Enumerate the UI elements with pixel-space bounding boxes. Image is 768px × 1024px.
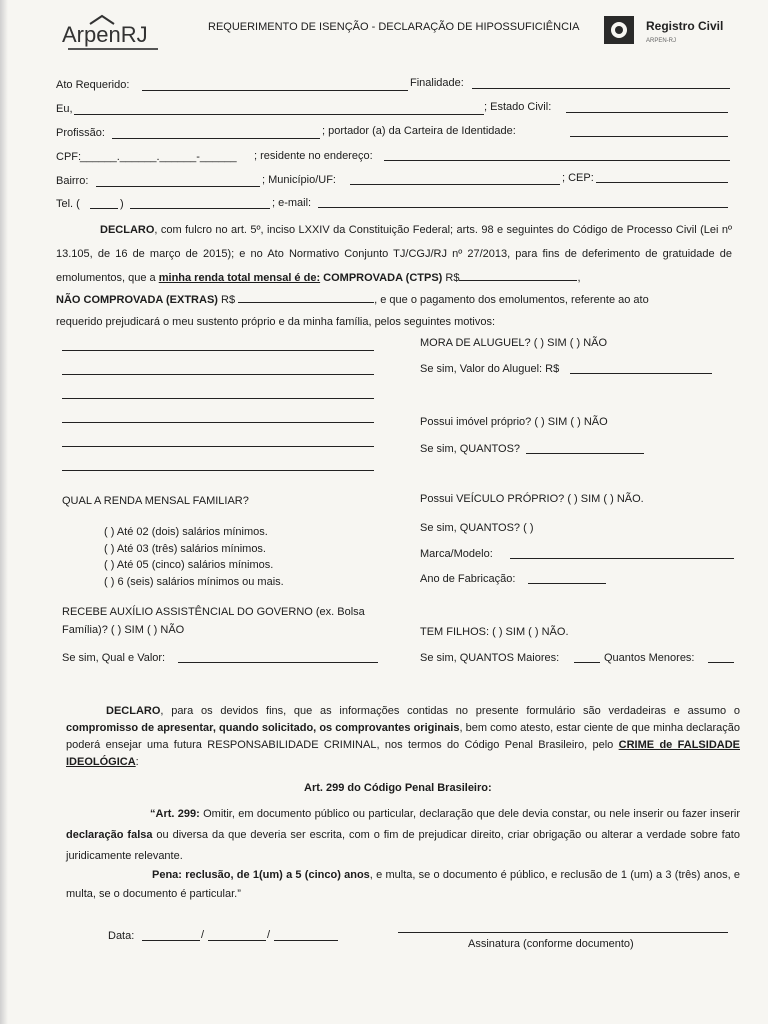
compromisso-text: compromisso de apresentar, quando solicitado, os comprovantes originais bbox=[66, 722, 460, 734]
renda-option-2[interactable]: ( ) Até 03 (três) salários mínimos. bbox=[104, 543, 266, 555]
declaration-1-text3: requerido prejudicará o meu sustento próprio e da minha família, pelos seguintes motivos: bbox=[56, 316, 496, 328]
declaration-2-text2: , bem como atesto, estar ciente de que minha declaração poderá ensejar uma futura RESPONSABILIDADE CRIMINAL, nos termos do Código Penal Brasileiro, pelo bbox=[66, 722, 740, 751]
valor-aluguel-label: Se sim, Valor do Aluguel: R$ bbox=[420, 363, 560, 375]
nao-comprovada-label: NÃO COMPROVADA (EXTRAS) bbox=[56, 294, 218, 306]
tel-field[interactable] bbox=[130, 208, 270, 209]
profissao-field[interactable] bbox=[112, 138, 320, 139]
name-field[interactable] bbox=[74, 114, 484, 115]
maiores-field[interactable] bbox=[574, 662, 600, 663]
art299-quote bbox=[66, 804, 740, 867]
logo-right-sub: ARPEN-RJ bbox=[646, 38, 677, 44]
ddd-field[interactable] bbox=[90, 208, 118, 209]
declaration-2-text1: , para os devidos fins, que as informações contidas no presente formulário são verdadeiras e assumo o bbox=[160, 705, 740, 717]
renda-familiar-title: QUAL A RENDA MENSAL FAMILIAR? bbox=[62, 495, 249, 507]
veiculo-question[interactable]: Possui VEÍCULO PRÓPRIO? ( ) SIM ( ) NÃO. bbox=[420, 493, 644, 505]
comprovada-label: COMPROVADA (CTPS) bbox=[320, 272, 443, 284]
tel-close: ) bbox=[120, 198, 124, 210]
email-field[interactable] bbox=[318, 207, 728, 208]
aluguel-question[interactable]: MORA DE ALUGUEL? ( ) SIM ( ) NÃO bbox=[420, 337, 608, 349]
page-title: REQUERIMENTO DE ISENÇÃO - DECLARAÇÃO DE HIPOSSUFICIÊNCIA bbox=[208, 21, 580, 33]
auxilio-line-2[interactable]: Família)? ( ) SIM ( ) NÃO bbox=[62, 624, 185, 636]
date-slash-2: / bbox=[267, 929, 271, 941]
registro-civil-logo bbox=[604, 14, 734, 48]
menores-label: Quantos Menores: bbox=[604, 652, 695, 664]
municipio-field[interactable] bbox=[350, 184, 560, 185]
date-slash-1: / bbox=[201, 929, 205, 941]
logo-text: ArpenRJ bbox=[62, 22, 148, 47]
art299-quote-b: ou diversa da que deveria ser escrita, com o fim de prejudicar direito, criar obrigação ou alterar a verdade sobre fato juridicamente relevante. bbox=[66, 829, 740, 862]
imovel-question[interactable]: Possui imóvel próprio? ( ) SIM ( ) NÃO bbox=[420, 416, 608, 428]
pena-bold: reclusão, de 1(um) a 5 (cinco) anos bbox=[181, 869, 370, 881]
maiores-label: Se sim, QUANTOS Maiores: bbox=[420, 652, 560, 664]
motivo-line-5[interactable] bbox=[62, 446, 374, 447]
renda-option-1[interactable]: ( ) Até 02 (dois) salários mínimos. bbox=[104, 526, 268, 538]
signature-label: Assinatura (conforme documento) bbox=[468, 938, 634, 950]
finalidade-label: Finalidade: bbox=[410, 77, 464, 89]
data-label: Data: bbox=[108, 930, 135, 942]
cpf-label: CPF: bbox=[56, 151, 82, 163]
motivo-line-1[interactable] bbox=[62, 350, 374, 351]
declaration-1-text2: , e que o pagamento dos emolumentos, referente ao ato bbox=[374, 294, 649, 306]
endereco-field[interactable] bbox=[384, 160, 730, 161]
arpen-logo bbox=[62, 14, 172, 54]
finalidade-field[interactable] bbox=[472, 88, 730, 89]
registro-civil-logo-icon bbox=[604, 14, 734, 48]
filhos-question[interactable]: TEM FILHOS: ( ) SIM ( ) NÃO. bbox=[420, 626, 569, 638]
renda-option-4[interactable]: ( ) 6 (seis) salários mínimos ou mais. bbox=[104, 576, 284, 588]
municipio-label: ; Município/UF: bbox=[262, 174, 336, 186]
signature-field[interactable] bbox=[398, 932, 728, 933]
art299-quote-a: Omitir, em documento público ou particular, declaração que dele devia constar, ou nele inserir ou fazer inserir bbox=[199, 808, 740, 820]
portador-label: ; portador (a) da Carteira de Identidade: bbox=[322, 125, 516, 137]
residente-label: ; residente no endereço: bbox=[254, 150, 373, 162]
estado-civil-field[interactable] bbox=[566, 112, 728, 113]
currency-1: R$ bbox=[442, 272, 460, 284]
bairro-label: Bairro: bbox=[56, 175, 89, 187]
marca-label: Marca/Modelo: bbox=[420, 548, 493, 560]
quantos-imoveis-field[interactable] bbox=[526, 453, 644, 454]
ano-field[interactable] bbox=[528, 583, 606, 584]
crime-text: CRIME de FALSIDADE IDEOLÓGICA bbox=[66, 739, 740, 768]
motivo-line-4[interactable] bbox=[62, 422, 374, 423]
declaracao-falsa: declaração falsa bbox=[66, 829, 153, 841]
quantos-veiculos-label[interactable]: Se sim, QUANTOS? ( ) bbox=[420, 522, 534, 534]
marca-field[interactable] bbox=[510, 558, 734, 559]
identidade-field[interactable] bbox=[570, 136, 728, 137]
renda-nao-comprovada-field[interactable] bbox=[238, 292, 374, 303]
motivo-line-3[interactable] bbox=[62, 398, 374, 399]
declaro-2: DECLARO bbox=[106, 705, 161, 717]
bairro-field[interactable] bbox=[96, 186, 260, 187]
data-month-field[interactable] bbox=[208, 940, 266, 941]
motivo-line-6[interactable] bbox=[62, 470, 374, 471]
renda-option-3[interactable]: ( ) Até 05 (cinco) salários mínimos. bbox=[104, 559, 274, 571]
renda-comprovada-field[interactable] bbox=[459, 270, 577, 281]
pena-text: , e multa, se o documento é público, e reclusão de 1 (um) a 3 (três) anos, e multa, se o documento é particular.” bbox=[66, 869, 740, 900]
eu-label: Eu, bbox=[56, 103, 73, 115]
declaration-1-text: , com fulcro no art. 5º, inciso LXXIV da Constituição Federal; arts. 98 e seguintes do Código de Processo Civil (Lei nº 13.105, de 16 de março de 2015); e no Ato Normativo Conjunto TJ/CGJ/RJ nº 27/2013, para fins de deferimento de gratuidade de emolumentos, que a bbox=[56, 224, 732, 284]
motivo-line-2[interactable] bbox=[62, 374, 374, 375]
declaration-2 bbox=[66, 703, 740, 771]
renda-total: minha renda total mensal é de: bbox=[158, 272, 321, 284]
cpf-field[interactable]: ______.______.______-______ bbox=[80, 151, 237, 163]
pena-label: Pena: bbox=[152, 869, 182, 881]
ato-field[interactable] bbox=[142, 90, 408, 91]
tel-label: Tel. ( bbox=[56, 198, 80, 210]
currency-2: R$ bbox=[217, 294, 236, 306]
art299-label: “Art. 299: bbox=[150, 808, 200, 820]
arpen-logo-icon bbox=[62, 14, 172, 54]
nao-comprovada-row bbox=[56, 292, 649, 307]
auxilio-line-1: RECEBE AUXÍLIO ASSISTÊNCIAL DO GOVERNO (ex. Bolsa bbox=[62, 606, 365, 618]
scan-edge bbox=[0, 0, 8, 1024]
qual-valor-label: Se sim, Qual e Valor: bbox=[62, 652, 166, 664]
estado-civil-label: ; Estado Civil: bbox=[484, 101, 552, 113]
ato-label: Ato Requerido: bbox=[56, 79, 130, 91]
art299-heading: Art. 299 do Código Penal Brasileiro: bbox=[304, 782, 492, 794]
declaration-1: DECLARO, com fulcro no art. 5º, inciso LXXIV da Constituição Federal; arts. 98 e seguintes do Código de Processo Civil (Lei nº 13.105, de 16 de março de 2015); e no Ato Normativo Conjunto TJ/CGJ/RJ nº 27/2013, para fins de deferimento de gratuidade de emolumentos, que a minha renda total mensal é de: COMPROVADA (CTPS) R$ , bbox=[56, 224, 732, 284]
pena-paragraph bbox=[66, 866, 740, 904]
cep-label: ; CEP: bbox=[562, 172, 594, 184]
data-year-field[interactable] bbox=[274, 940, 338, 941]
ano-label: Ano de Fabricação: bbox=[420, 573, 516, 585]
declaration-2-colon: : bbox=[135, 756, 139, 768]
valor-aluguel-field[interactable] bbox=[570, 373, 712, 374]
quantos-imoveis-label: Se sim, QUANTOS? bbox=[420, 443, 521, 455]
email-label: ; e-mail: bbox=[272, 197, 312, 209]
data-day-field[interactable] bbox=[142, 940, 200, 941]
cep-field[interactable] bbox=[596, 182, 728, 183]
profissao-label: Profissão: bbox=[56, 127, 105, 139]
menores-field[interactable] bbox=[708, 662, 734, 663]
logo-right-text: Registro Civil bbox=[646, 19, 724, 33]
declaro-1: DECLARO bbox=[100, 224, 155, 236]
qual-valor-field[interactable] bbox=[178, 662, 378, 663]
